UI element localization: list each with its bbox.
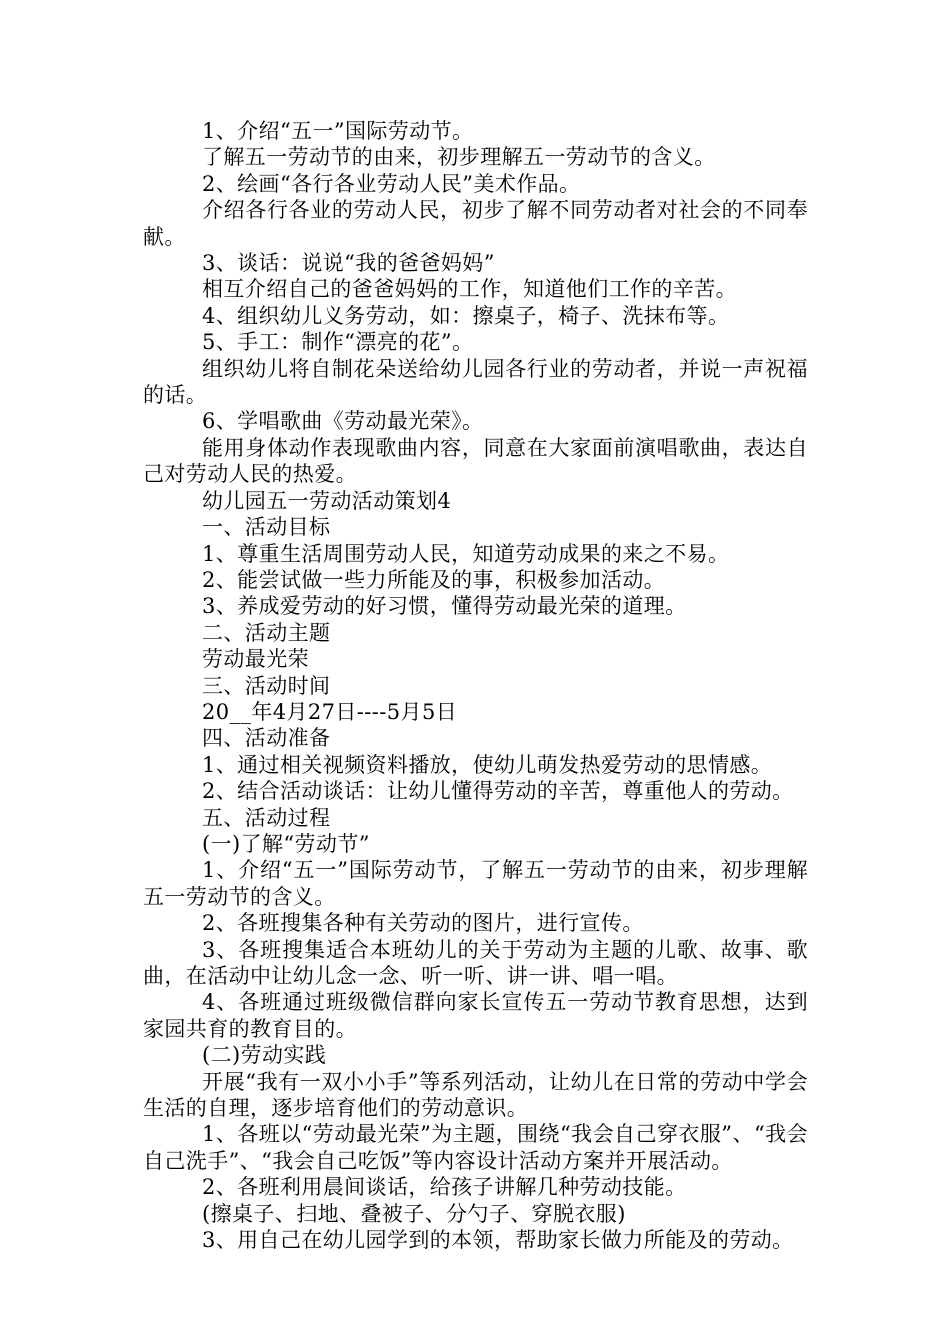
- paragraph: 20__年4月27日----5月5日: [202, 699, 458, 724]
- paragraph: 劳动最光荣: [202, 647, 309, 672]
- paragraph: 4、各班通过班级微信群向家长宣传五一劳动节教育思想，达到家园共育的教育目的。: [143, 990, 808, 1041]
- paragraph: 5、手工：制作“漂亮的花”。: [202, 330, 474, 355]
- section-heading: 三、活动时间: [202, 673, 331, 698]
- section-heading: 五、活动过程: [202, 805, 331, 830]
- subsection-heading: (二)劳动实践: [202, 1043, 327, 1068]
- paragraph: 2、各班利用晨间谈话，给孩子讲解几种劳动技能。: [202, 1175, 687, 1200]
- paragraph: 2、各班搜集各种有关劳动的图片，进行宣传。: [202, 911, 644, 936]
- paragraph: 1、介绍“五一”国际劳动节。: [202, 119, 474, 143]
- paragraph: 组织幼儿将自制花朵送给幼儿园各行业的劳动者，并说一声祝福的话。: [143, 356, 808, 408]
- paragraph: 相互介绍自己的爸爸妈妈的工作，知道他们工作的辛苦。: [202, 277, 737, 302]
- paragraph: 3、养成爱劳动的好习惯，懂得劳动最光荣的道理。: [202, 594, 687, 619]
- section-heading: 二、活动主题: [202, 620, 331, 645]
- paragraph: 1、通过相关视频资料播放，使幼儿萌发热爱劳动的思情感。: [202, 752, 773, 777]
- paragraph: 4、组织幼儿义务劳动，如：擦桌子，椅子、洗抹布等。: [202, 303, 730, 328]
- section-heading: 一、活动目标: [202, 515, 331, 540]
- paragraph: 3、各班搜集适合本班幼儿的关于劳动为主题的儿歌、故事、歌曲，在活动中让幼儿念一念、听一听、讲一讲、唱一唱。: [143, 937, 808, 988]
- paragraph: 开展“我有一双小小手”等系列活动，让幼儿在日常的劳动中学会生活的自理，逐步培育他们的劳动意识。: [143, 1069, 808, 1121]
- paragraph: 介绍各行各业的劳动人民，初步了解不同劳动者对社会的不同奉献。: [143, 198, 808, 249]
- paragraph: 3、谈话：说说“我的爸爸妈妈”: [202, 251, 495, 276]
- paragraph: 2、绘画“各行各业劳动人民”美术作品。: [202, 171, 581, 196]
- paragraph: 1、介绍“五一”国际劳动节，了解五一劳动节的由来，初步理解五一劳动节的含义。: [143, 858, 808, 909]
- paragraph: 1、尊重生活周围劳动人民，知道劳动成果的来之不易。: [202, 541, 730, 566]
- paragraph: 2、能尝试做一些力所能及的事，积极参加活动。: [202, 567, 666, 592]
- paragraph: 3、用自己在幼儿园学到的本领，帮助家长做力所能及的劳动。: [202, 1228, 794, 1253]
- paragraph: 能用身体动作表现歌曲内容，同意在大家面前演唱歌曲，表达自己对劳动人民的热爱。: [143, 435, 808, 487]
- section-title: 幼儿园五一劳动活动策划4: [202, 488, 452, 513]
- paragraph: 2、结合活动谈话：让幼儿懂得劳动的辛苦，尊重他人的劳动。: [202, 779, 794, 804]
- section-heading: 四、活动准备: [202, 726, 331, 751]
- paragraph: 1、各班以“劳动最光荣”为主题，围绕“我会自己穿衣服”、“我会自己洗手”、“我会自己吃饭”等内容设计活动方案并开展活动。: [143, 1122, 808, 1173]
- document-body: [143, 118, 808, 1253]
- paragraph: 了解五一劳动节的由来，初步理解五一劳动节的含义。: [202, 145, 716, 170]
- paragraph: (擦桌子、扫地、叠被子、分勺子、穿脱衣服): [202, 1201, 626, 1226]
- subsection-heading: (一)了解“劳动节”: [202, 831, 370, 856]
- paragraph: 6、学唱歌曲《劳动最光荣》。: [202, 409, 484, 434]
